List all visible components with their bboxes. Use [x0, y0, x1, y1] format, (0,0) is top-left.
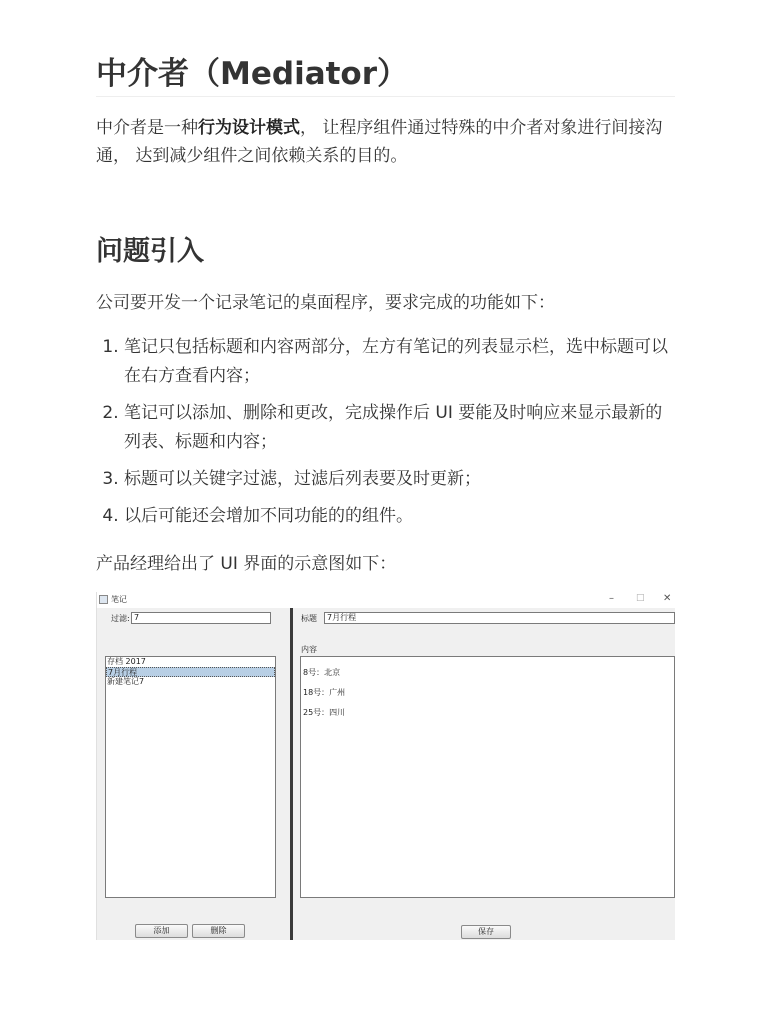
notes-list[interactable]	[105, 656, 276, 898]
filter-input[interactable]: 7	[131, 612, 271, 624]
intro-paragraph	[96, 114, 675, 170]
mockup-caption: 产品经理给出了 UI 界面的示意图如下：	[96, 554, 397, 574]
title-input[interactable]: 7月行程	[324, 612, 675, 624]
close-icon[interactable]: ✕	[663, 593, 672, 604]
list-item-2[interactable]: 新建笔记7	[107, 677, 145, 686]
intro-text: 中介者是一种	[96, 118, 198, 138]
left-pane	[97, 608, 290, 940]
content-line: 25号：四川	[303, 708, 346, 717]
page-title: 中介者（Mediator）	[96, 52, 675, 97]
section-intro: 公司要开发一个记录笔记的桌面程序，要求完成的功能如下：	[96, 293, 555, 313]
intro-text-rest: ， 让程序组件通过特殊的中介者对象进行间接沟通， 达到减少组件之间依赖关系的目的。	[96, 118, 663, 166]
app-icon	[99, 595, 108, 604]
content-textarea[interactable]	[300, 656, 675, 898]
content-line: 18号：广州	[303, 688, 346, 697]
list-item: 1. 笔记只包括标题和内容两部分，左方有笔记的列表显示栏，选中标题可以在右方查看内容；	[124, 333, 675, 391]
section-title: 问题引入	[96, 236, 204, 267]
minimize-icon[interactable]: –	[609, 593, 614, 604]
window-titlebar	[97, 592, 675, 608]
save-button[interactable]: 保存	[461, 925, 511, 939]
ui-mockup-screenshot	[96, 592, 675, 940]
list-item: 2. 笔记可以添加、删除和更改，完成操作后 UI 要能及时响应来显示最新的列表、标题和内容；	[124, 399, 675, 457]
list-item: 3. 标题可以关键字过滤，过滤后列表要及时更新；	[124, 465, 675, 494]
add-button[interactable]: 添加	[135, 924, 188, 938]
maximize-icon[interactable]: □	[636, 593, 645, 603]
right-pane	[293, 608, 675, 940]
content-line: 8号：北京	[303, 668, 341, 677]
requirements-list	[96, 333, 675, 539]
content-label: 内容	[301, 645, 317, 654]
title-label: 标题	[301, 614, 317, 623]
list-item: 4. 以后可能还会增加不同功能的的组件。	[124, 502, 675, 531]
window-title: 笔记	[111, 595, 127, 604]
list-item-0[interactable]: 存档 2017	[107, 657, 146, 666]
filter-label: 过滤:	[111, 614, 130, 623]
delete-button[interactable]: 删除	[192, 924, 245, 938]
intro-bold-term: 行为设计模式	[198, 118, 300, 138]
list-item-1-selected[interactable]: 7月行程	[106, 667, 275, 677]
